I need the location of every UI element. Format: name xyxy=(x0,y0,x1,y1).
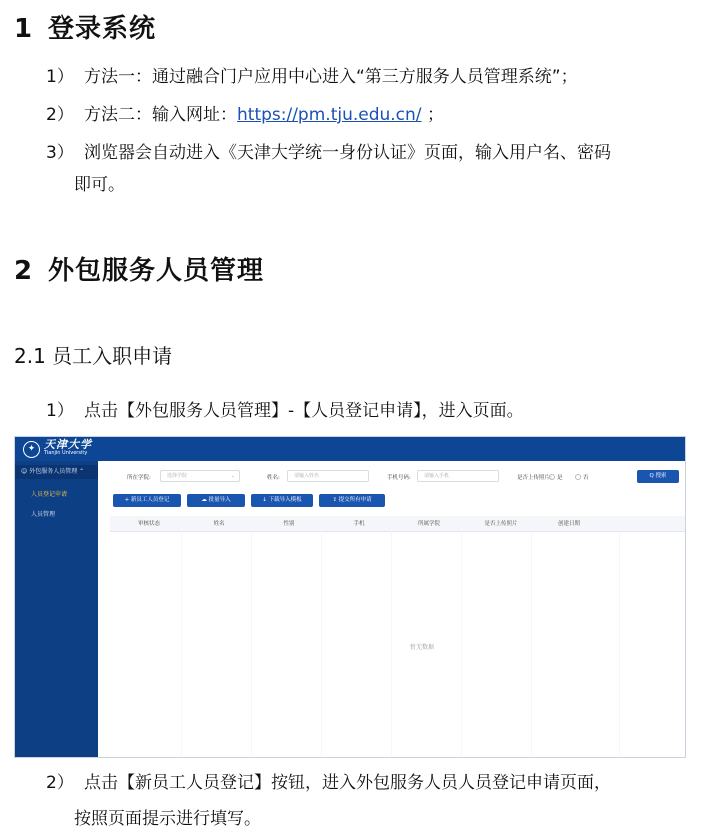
column-divider xyxy=(251,531,252,758)
url-link[interactable]: https://pm.tju.edu.cn/ xyxy=(237,105,422,125)
logo-subtext: Tianjin University xyxy=(44,450,88,456)
photo-label: 是否上传照片: xyxy=(517,475,552,481)
item-number: 2） xyxy=(46,773,74,793)
column-header: 创建日期 xyxy=(557,521,580,527)
column-divider xyxy=(619,531,620,758)
column-header: 是否上传照片 xyxy=(484,521,518,527)
item-text: 按照页面提示进行填写。 xyxy=(74,809,261,829)
column-header: 审核状态 xyxy=(137,521,160,527)
college-select[interactable] xyxy=(160,470,240,482)
radio-yes-label: 是 xyxy=(557,475,563,481)
batch-import-label: 批量导入 xyxy=(208,497,231,503)
submit-all-label: 提交所有申请 xyxy=(338,497,372,503)
subsection-heading xyxy=(14,340,172,369)
download-icon: ↓ xyxy=(262,497,267,503)
column-header: 姓名 xyxy=(213,521,225,527)
phone-label: 手机号码: xyxy=(387,475,411,481)
column-divider xyxy=(391,531,392,758)
download-template-label: 下载导入模板 xyxy=(268,497,302,503)
submit-all-button[interactable] xyxy=(319,494,385,507)
column-header: 所属学院 xyxy=(417,521,440,527)
item-number: 1） xyxy=(46,67,74,87)
seal-icon: ✦ xyxy=(23,441,40,458)
item-text: 方法一：通过融合门户应用中心进入“第三方服务人员管理系统”； xyxy=(84,67,578,87)
subsection-number: 2.1 xyxy=(14,344,46,368)
column-divider xyxy=(461,531,462,758)
item-number: 1） xyxy=(46,401,74,421)
list-item xyxy=(46,100,696,130)
column-divider xyxy=(181,531,182,758)
download-template-button[interactable] xyxy=(251,494,313,507)
app-screenshot xyxy=(14,436,686,758)
college-placeholder: 选择学院 xyxy=(167,473,188,479)
search-button[interactable]: Q 搜索 xyxy=(637,470,679,483)
radio-no-label: 否 xyxy=(583,475,589,481)
empty-state-text: 暂无数据 xyxy=(410,644,435,651)
sidebar-group-outsourcing[interactable] xyxy=(15,465,98,479)
sidebar-group-label: 外包服务人员管理 xyxy=(29,468,78,475)
column-divider xyxy=(321,531,322,758)
sidebar-item-registration[interactable]: 人员登记申请 xyxy=(31,491,68,498)
university-logo xyxy=(23,440,92,458)
list-item xyxy=(46,62,696,92)
list-item xyxy=(46,396,696,426)
section-title: 外包服务人员管理 xyxy=(48,256,265,286)
section-2-heading xyxy=(14,250,264,287)
upload-icon: ⇪ xyxy=(332,497,337,503)
user-icon: ☺ xyxy=(21,468,28,475)
section-title: 登录系统 xyxy=(48,14,157,44)
item-text: 点击【外包服务人员管理】-【人员登记申请】，进入页面。 xyxy=(84,401,524,421)
subsection-title: 员工入职申请 xyxy=(52,344,173,368)
sidebar-item-management[interactable]: 人员管理 xyxy=(31,511,56,518)
college-label: 所在学院: xyxy=(127,475,151,481)
column-header: 性别 xyxy=(283,521,295,527)
cloud-icon: ☁ xyxy=(201,497,207,503)
item-text: 即可。 xyxy=(74,175,125,195)
radio-no[interactable] xyxy=(575,474,581,480)
list-item xyxy=(46,768,696,798)
chevron-down-icon: ⌄ xyxy=(230,473,235,479)
section-number: 2 xyxy=(14,256,34,286)
sidebar xyxy=(15,461,98,758)
item-text: 方法二：输入网址： xyxy=(84,105,237,125)
list-item xyxy=(46,138,696,168)
batch-import-button[interactable] xyxy=(187,494,245,507)
name-input[interactable]: 请输入姓名 xyxy=(287,470,369,482)
new-staff-button[interactable]: + 新员工人员登记 xyxy=(113,494,181,507)
name-label: 姓名: xyxy=(267,475,280,481)
phone-input[interactable]: 请输入手机 xyxy=(417,470,499,482)
radio-yes[interactable] xyxy=(549,474,555,480)
section-number: 1 xyxy=(14,14,34,44)
logo-text: 天津大学 xyxy=(44,438,92,451)
item-text: 浏览器会自动进入《天津大学统一身份认证》页面，输入用户名、密码 xyxy=(84,143,611,163)
item-number: 3） xyxy=(46,143,74,163)
app-topbar xyxy=(15,437,686,461)
section-1-heading xyxy=(14,8,156,45)
item-number: 2） xyxy=(46,105,74,125)
item-text: 点击【新员工人员登记】按钮，进入外包服务人员人员登记申请页面， xyxy=(84,773,611,793)
column-divider xyxy=(531,531,532,758)
chevron-up-icon: ⌃ xyxy=(79,468,85,475)
item-text-after: ； xyxy=(426,105,444,125)
column-header: 手机 xyxy=(353,521,365,527)
